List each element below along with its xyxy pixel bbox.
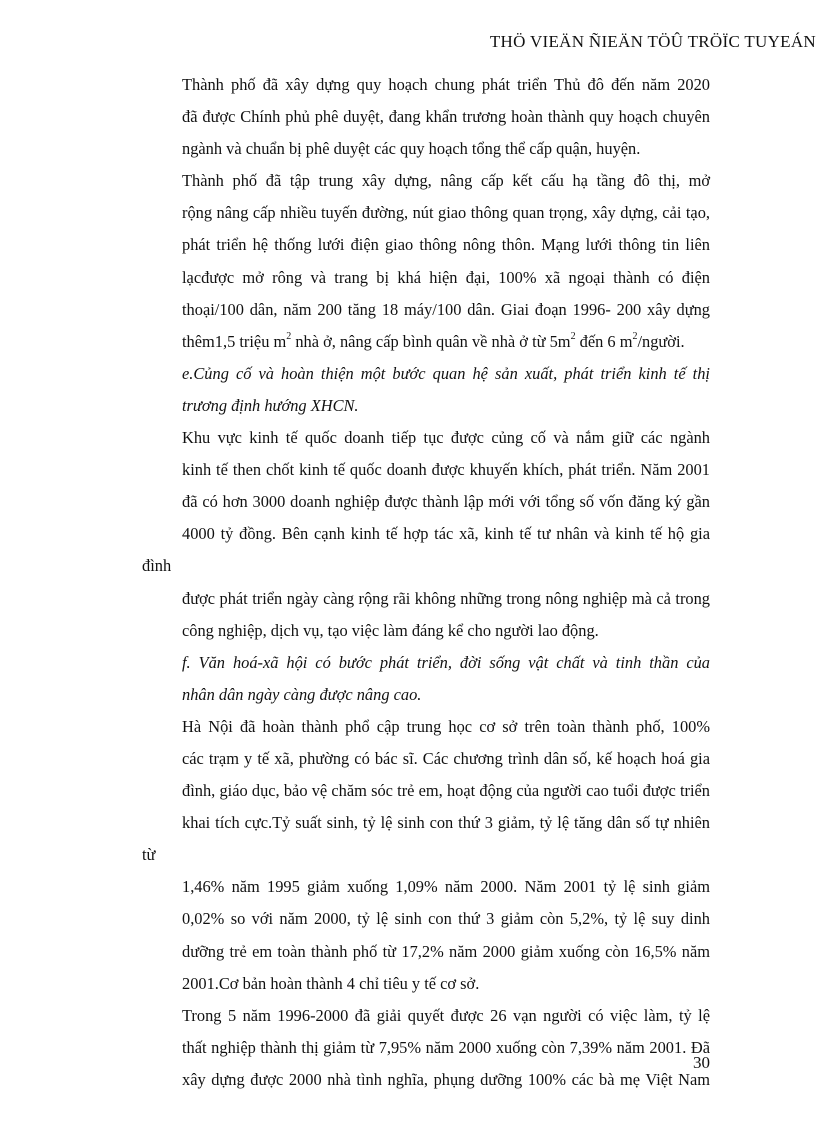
text-line: lạcđược mở rông và trang bị khá hiện đại, 100% xã ngoại thành có điện [182,267,710,287]
section-heading-e [142,358,710,422]
superscript: 2 [632,331,638,343]
text-line: đã có hơn 3000 doanh nghiệp được thành lập mới với tổng số vốn đăng ký gần [182,492,710,512]
text-line: dưỡng trẻ em toàn thành phố từ 17,2% năm 2000 giảm xuống còn 16,5% năm [182,941,710,961]
paragraph-health [142,711,710,1000]
text-line: công nghiệp, dịch vụ, tạo việc làm đáng kể cho người lao động. [182,620,599,640]
paragraph-infrastructure [142,165,710,358]
text-line: Khu vực kinh tế quốc doanh tiếp tục được củng cố và nắm giữ các ngành [182,428,710,448]
text-line: đình, giáo dục, bảo vệ chăm sóc trẻ em, hoạt động của người cao tuổi được triển [182,781,710,801]
housing-text: thêm1,5 triệu m [182,331,287,351]
text-line: 0,02% so với năm 2000, tỷ lệ sinh con thứ 3 giảm còn 5,2%, tỷ lệ suy dinh [182,909,710,929]
text-line: rộng nâng cấp nhiều tuyến đường, nút giao thông quan trọng, xây dựng, cải tạo, [182,203,710,223]
site-header-title: THÖ VIEÄN ÑIEÄN TÖÛ TRÖÏC TUYEÁN [489,32,816,51]
text-line: được phát triển ngày càng rộng rãi không những trong nông nghiệp mà cả trong [182,588,710,608]
text-line: Thành phố đã xây dựng quy hoạch chung phát triển Thủ đô đến năm 2020 [182,75,710,94]
housing-text: đến 6 m [575,331,633,351]
text-line: Hà Nội đã hoàn thành phổ cập trung học cơ sở trên toàn thành phố, 100% [182,716,710,736]
text-line: nhân dân ngày càng được nâng cao. [182,684,422,704]
text-line-housing [142,326,710,358]
text-line: ngành và chuẩn bị phê duyệt các quy hoạch tổng thể cấp quận, huyện. [182,139,641,159]
section-heading-f [142,647,710,711]
housing-text: /người. [637,331,685,351]
superscript: 2 [286,331,292,343]
text-line: Thành phố đã tập trung xây dựng, nâng cấp kết cấu hạ tầng đô thị, mở [182,171,710,191]
text-line: phát triển hệ thống lưới điện giao thông nông thôn. Mạng lưới thông tin liên [182,235,710,255]
text-line: f. Văn hoá-xã hội có bước phát triển, đời sống vật chất và tinh thần của [182,652,710,672]
page-number: 30 [693,1053,710,1072]
paragraph-planning [142,69,710,165]
housing-text: nhà ở, nâng cấp bình quân về nhà ở từ 5m [291,331,571,351]
text-line: các trạm y tế xã, phường có bác sĩ. Các chương trình dân số, kế hoạch hoá gia [182,748,710,768]
text-line: xây dựng được 2000 nhà tình nghĩa, phụng dưỡng 100% các bà mẹ Việt Nam [182,1069,710,1089]
text-line: 1,46% năm 1995 giảm xuống 1,09% năm 2000. Năm 2001 tỷ lệ sinh giảm [182,877,710,897]
text-line: 4000 tỷ đồng. Bên cạnh kinh tế hợp tác xã, kinh tế tư nhân và kinh tế hộ gia đình [142,524,710,576]
text-line: thoại/100 dân, năm 200 tăng 18 máy/100 dân. Giai đoạn 1996- 200 xây dựng [182,299,710,319]
superscript: 2 [570,331,576,343]
text-line: trương định hướng XHCN. [182,395,359,415]
text-line: 2001.Cơ bản hoàn thành 4 chỉ tiêu y tế cơ sở. [182,973,480,993]
text-line: thất nghiệp thành thị giảm từ 7,95% năm 2000 xuống còn 7,39% năm 2001. Đã [182,1037,710,1057]
text-line: Trong 5 năm 1996-2000 đã giải quyết được 26 vạn người có việc làm, tỷ lệ [182,1005,710,1025]
paragraph-economy [142,422,710,647]
text-line: đã được Chính phủ phê duyệt, đang khẩn trương hoàn thành quy hoạch chuyên [182,107,710,127]
text-line: kinh tế then chốt kinh tế quốc doanh được khuyến khích, phát triển. Năm 2001 [182,460,710,480]
text-line: khai tích cực.Tỷ suất sinh, tỷ lệ sinh con thứ 3 giảm, tỷ lệ tăng dân số tự nhiên từ [142,813,710,865]
text-line: e.Củng cố và hoàn thiện một bước quan hệ sản xuất, phát triển kinh tế thị [182,363,710,383]
paragraph-employment [142,1000,710,1096]
document-body [142,69,710,1096]
